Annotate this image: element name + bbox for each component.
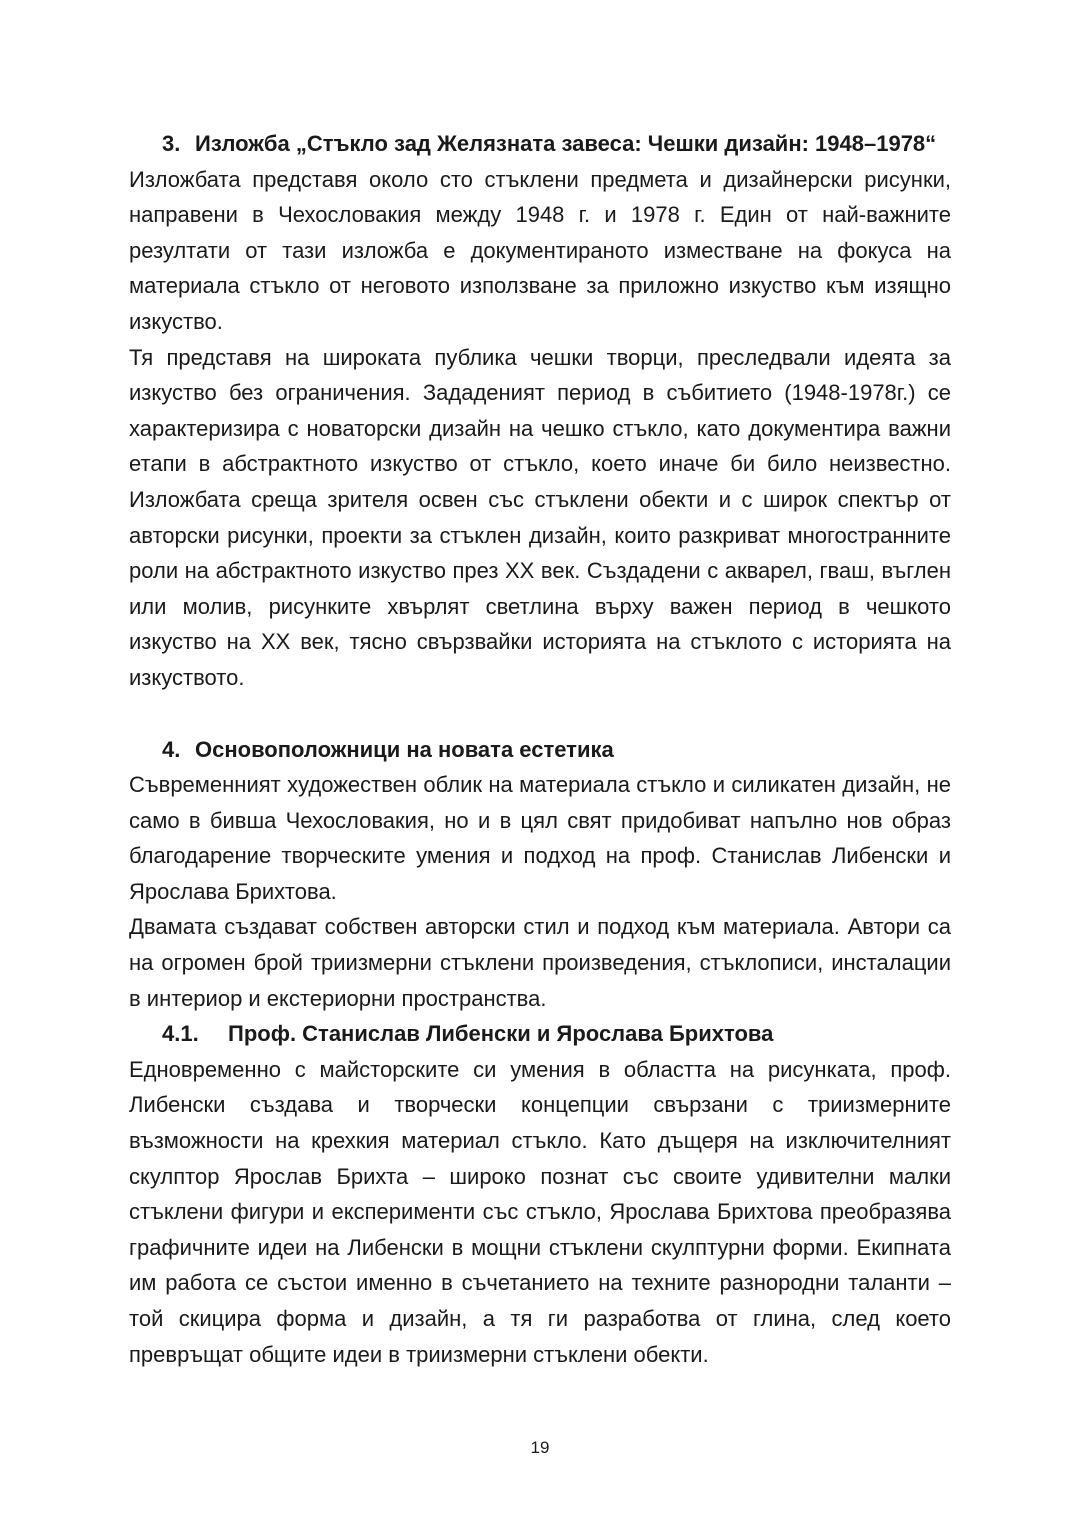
section-4-1-paragraph-1: Едновременно с майсторските си умения в областта на рисунката, проф. Либенски създава и творчески концепции свързани с триизмерните възможности на крехкия материал стъкло. Като дъщеря на изключителният скулптор Ярослав Брихта – широко познат със своите удивителни малки стъклени фигури и експерименти със стъкло, Ярослава Брихтова преобразява графичните идеи на Либенски в мощни стъклени скулптурни форми. Екипната им работа се състои именно в съчетанието на техните разнородни таланти – той скицира форма и дизайн, а тя ги разработва от глина, след което превръщат общите идеи в триизмерни стъклени обекти. [129, 1056, 951, 1367]
section-spacer [129, 696, 951, 732]
section-4-heading [129, 732, 951, 768]
page-number: 19 [530, 1438, 550, 1457]
section-3-paragraph-1: Изложбата представя около сто стъклени предмета и дизайнерски рисунки, направени в Чехословакия между 1948 г. и 1978 г. Един от най-важните резултати от тази изложба е документираното изместване на фокуса на материала стъкло от неговото използване за приложно изкуство към изящно изкуство. [129, 166, 951, 334]
section-4-paragraph-1: Съвременният художествен облик на материала стъкло и силикатен дизайн, не само в бивша Чехословакия, но и в цял свят придобиват напълно нов образ благодарение творческите умения и подход на проф. Станислав Либенски и Ярослава Брихтова. [129, 772, 951, 904]
section-4-number: 4. [162, 736, 181, 762]
section-4-1-title: Проф. Станислав Либенски и Ярослава Брихтова [228, 1021, 774, 1047]
page-content [129, 126, 951, 1372]
section-4-1-number: 4.1. [162, 1021, 199, 1047]
section-3-heading [129, 126, 951, 162]
section-4-1-heading [129, 1016, 951, 1052]
section-4-title: Основоположници на новата естетика [195, 736, 614, 762]
section-3-paragraph-2: Тя представя на широката публика чешки творци, преследвали идеята за изкуство без ограничения. Зададеният период в събитието (1948-1978г.) се характеризира с новаторски дизайн на чешко стъкло, като документира важни етапи в абстрактното изкуство от стъкло, което иначе би било неизвестно. Изложбата среща зрителя освен със стъклени обекти и с широк спектър от авторски рисунки, проекти за стъклен дизайн, които разкриват многостранните роли на абстрактното изкуство през ХХ век. Създадени с акварел, гваш, въглен или молив, рисунките хвърлят светлина върху важен период в чешкото изкуство на ХХ век, тясно свързвайки историята на стъклото с историята на изкуството. [129, 344, 951, 690]
section-3-title: Изложба „Стъкло зад Желязната завеса: Чешки дизайн: 1948–1978“ [195, 131, 937, 156]
section-4-paragraph-2: Двамата създават собствен авторски стил и подход към материала. Автори са на огромен брой триизмерни стъклени произведения, стъклописи, инсталации в интериор и екстериорни пространства. [129, 914, 951, 1011]
section-3-number: 3. [162, 131, 181, 156]
